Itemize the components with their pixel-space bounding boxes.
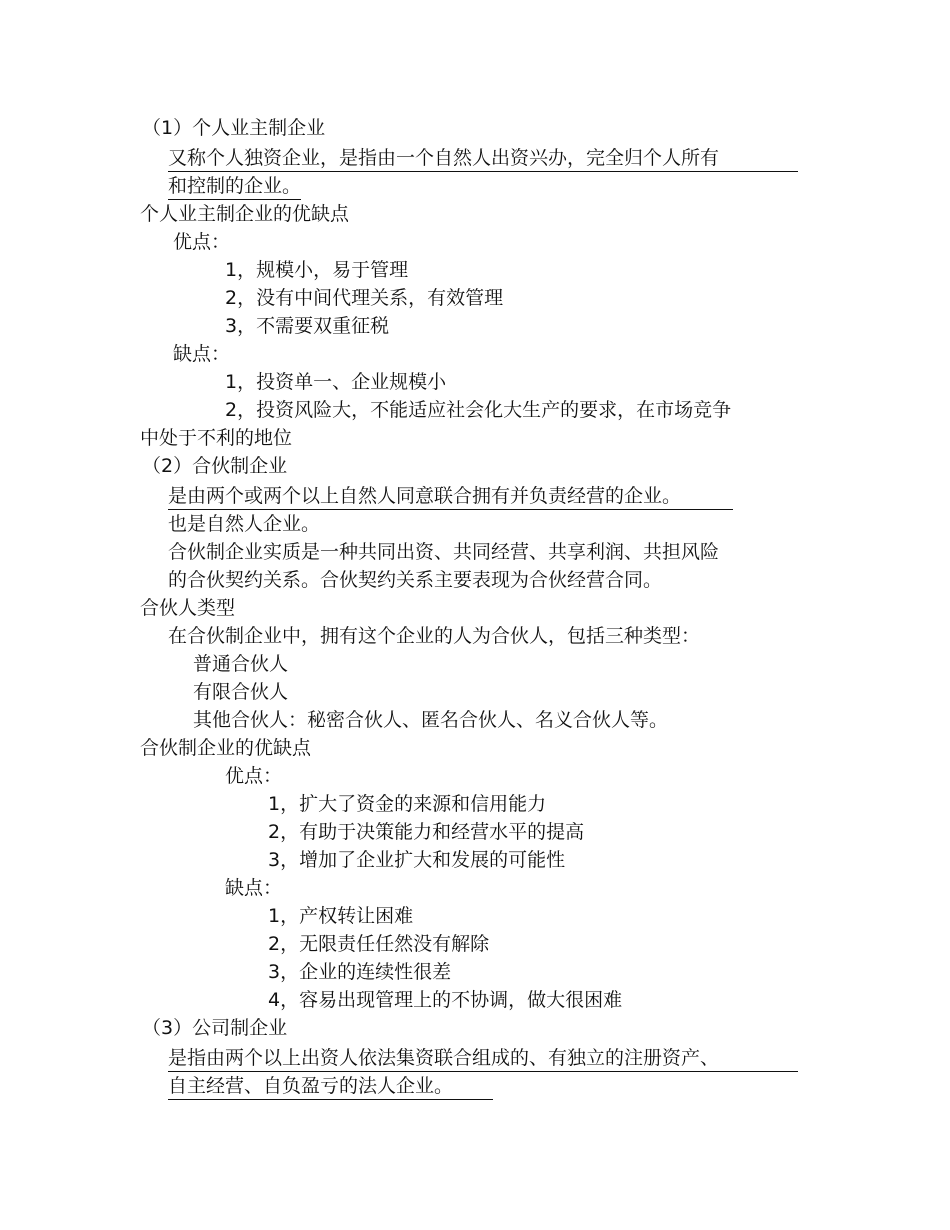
partner-type-item: 其他合伙人：秘密合伙人、匿名合伙人、名义合伙人等。 bbox=[193, 709, 669, 731]
partnership-pro-item: 2，有助于决策能力和经营水平的提高 bbox=[268, 821, 585, 843]
partner-types-title: 合伙人类型 bbox=[140, 597, 236, 619]
sole-con-continuation: 中处于不利的地位 bbox=[140, 427, 293, 449]
partnership-con-item: 1，产权转让困难 bbox=[268, 905, 414, 927]
sole-con-item: 1，投资单一、企业规模小 bbox=[225, 371, 447, 393]
partnership-cons-label: 缺点： bbox=[225, 877, 283, 899]
sole-cons-label: 缺点： bbox=[173, 343, 231, 365]
definition-partnership: 是由两个或两个以上自然人同意联合拥有并负责经营的企业。 bbox=[168, 483, 733, 510]
sole-pro-item: 3，不需要双重征税 bbox=[225, 315, 390, 337]
definition-sole-line2: 和控制的企业。 bbox=[168, 173, 301, 200]
sole-pros-label: 优点： bbox=[173, 231, 231, 253]
definition-sole-line1: 又称个人独资企业，是指由一个自然人出资兴办，完全归个人所有 bbox=[168, 145, 798, 172]
definition-corporation-line1: 是指由两个以上出资人依法集资联合组成的、有独立的注册资产、 bbox=[168, 1045, 798, 1072]
sole-pro-item: 2，没有中间代理关系，有效管理 bbox=[225, 287, 504, 309]
partnership-con-item: 3，企业的连续性很差 bbox=[268, 961, 452, 983]
sole-proscons-title: 个人业主制企业的优缺点 bbox=[140, 203, 350, 225]
definition-corporation-line2: 自主经营、自负盈亏的法人企业。 bbox=[168, 1073, 493, 1100]
partner-type-item: 普通合伙人 bbox=[193, 653, 289, 675]
partner-type-item: 有限合伙人 bbox=[193, 681, 289, 703]
sole-con-item: 2，投资风险大，不能适应社会化大生产的要求，在市场竞争 bbox=[225, 399, 732, 421]
section-heading-partnership: （2）合伙制企业 bbox=[142, 455, 288, 477]
partner-types-intro: 在合伙制企业中，拥有这个企业的人为合伙人，包括三种类型： bbox=[168, 625, 701, 647]
partnership-pro-item: 3，增加了企业扩大和发展的可能性 bbox=[268, 849, 566, 871]
section-heading-sole-proprietorship: （1）个人业主制企业 bbox=[142, 117, 326, 139]
partnership-pro-item: 1，扩大了资金的来源和信用能力 bbox=[268, 793, 547, 815]
partnership-essence-line1: 合伙制企业实质是一种共同出资、共同经营、共享利润、共担风险 bbox=[168, 541, 720, 563]
partnership-proscons-title: 合伙制企业的优缺点 bbox=[140, 737, 312, 759]
partnership-note: 也是自然人企业。 bbox=[168, 513, 321, 535]
section-heading-corporation: （3）公司制企业 bbox=[142, 1017, 288, 1039]
partnership-pros-label: 优点： bbox=[225, 765, 283, 787]
sole-pro-item: 1，规模小，易于管理 bbox=[225, 259, 409, 281]
partnership-con-item: 4，容易出现管理上的不协调，做大很困难 bbox=[268, 989, 623, 1011]
partnership-con-item: 2，无限责任任然没有解除 bbox=[268, 933, 490, 955]
partnership-essence-line2: 的合伙契约关系。合伙契约关系主要表现为合伙经营合同。 bbox=[168, 569, 663, 591]
